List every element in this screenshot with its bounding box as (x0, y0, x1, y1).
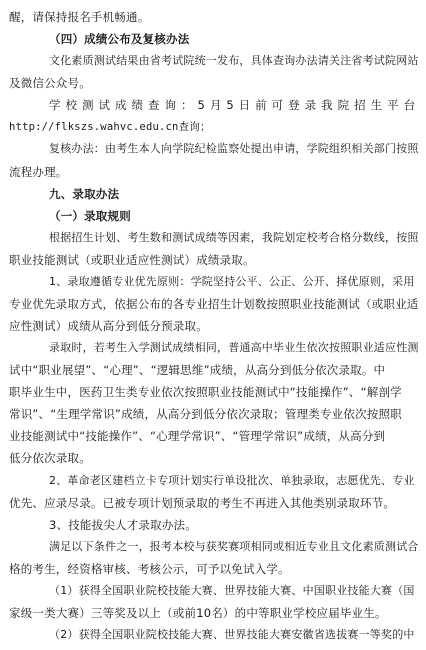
text-line: 1、录取遵循专业优先原则：学院坚持公平、公正、公开、择优原则，采用 (49, 275, 415, 288)
url-link[interactable]: http://flkszs.wahvc.edu.cn查询； (9, 121, 211, 133)
text-line: 试中“职业展望”、“心理”、“逻辑思维”成绩，从高分到低分依次录取。中 (9, 363, 386, 377)
text-line: 格的考生，经资格审核、考核公示，可予以免试入学。 (9, 562, 290, 576)
text-line: 专业优先录取方式，依据公布的各专业招生计划数按照职业技能测试（或职业适 (9, 297, 419, 311)
text-line: 录取时，若考生入学测试成绩相同，普通高中毕业生依次按照职业适应性测 (49, 341, 419, 354)
text-line: 文化素质测试结果由省考试院统一发布，具体查询办法请关注省考试院网站 (49, 54, 419, 67)
section-heading: 九、录取办法 (49, 187, 120, 201)
section-heading: （四）成绩公布及复核办法 (49, 32, 190, 46)
text-line: 职毕业生中，医药卫生类专业依次按照职业技能测试中“技能操作”、“解剖学 (9, 385, 402, 399)
text-line: （1）获得全国职业院校技能大赛、世界技能大赛、中国职业技能大赛（国 (49, 584, 415, 597)
text-line: （2）获得全国职业院校技能大赛、世界技能大赛安徽省选拔赛一等奖的中 (49, 628, 415, 641)
text-line: 业技能测试中“技能操作”、“心理学常识”、“管理学常识”成绩，从高分到 (9, 429, 386, 443)
text-line: 2、革命老区建档立卡专项计划实行单设批次、单独录取，志愿优先、专业 (49, 474, 415, 487)
text-line: 低分依次录取。 (9, 451, 91, 465)
text-line: 及微信公众号。 (9, 76, 91, 90)
score-query-line (49, 98, 421, 112)
text-line: 满足以下条件之一，报考本校与获奖赛项相同或相近专业且文化素质测试合 (49, 540, 419, 553)
text-line: 复核办法：由考生本人向学院纪检监察处提出申请，学院组织相关部门按照 (49, 142, 419, 155)
text-line: 常识”、“生理学常识”成绩，从高分到低分依次录取；管理类专业依次按照职 (9, 407, 402, 421)
text-line: 流程办理。 (9, 165, 68, 179)
text-line: 3、技能拔尖人才录取办法。 (49, 518, 197, 532)
text-line: 应性测试）成绩从高分到低分预录取。 (9, 319, 208, 333)
text-line: 职业技能测试（或职业适应性测试）成绩录取。 (9, 253, 255, 267)
subsection-heading: （一）录取规则 (49, 209, 131, 223)
score-query-text: 学校测试成绩查询：5月5日前可登录我院招生平台 (49, 98, 421, 112)
text-line: 醒，请保持报名手机畅通。 (9, 10, 150, 24)
text-line: 根据招生计划、考生数和测试成绩等因素，我院划定校考合格分数线，按照 (49, 231, 419, 244)
text-line: 家级一类大赛）三等奖及以上（或前10名）的中等职业学校应届毕业生。 (9, 606, 387, 620)
text-line: 优先、应录尽录。已被专项计划预录取的考生不再进入其他类别录取环节。 (9, 496, 396, 510)
